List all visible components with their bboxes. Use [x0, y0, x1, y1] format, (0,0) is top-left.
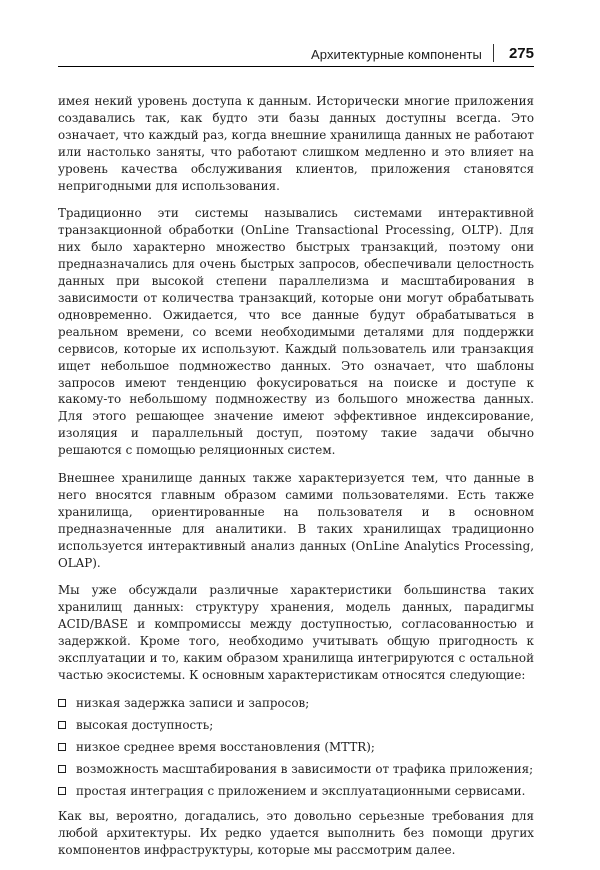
list-item: [58, 761, 534, 778]
list-item-text: высокая доступность;: [76, 717, 214, 732]
characteristics-list: [58, 695, 534, 800]
running-header-title: Архитектурные компоненты: [311, 47, 482, 62]
paragraph-olap: Внешнее хранилище данных также характеризуется тем, что данные в него вносятся главным образом самими пользователями. Есть также хранилища, ориентированные на пользователя и в основном предназначенные для аналитики. В таких хранилищах традиционно используется интерактивный анализ данных (OnLine Analytics Processing, OLAP).: [58, 471, 534, 570]
list-item: [58, 783, 534, 800]
checkbox-bullet-icon: [58, 721, 66, 729]
paragraph-characteristics: Мы уже обсуждали различные характеристики большинства таких хранилищ данных: структуру хранения, модель данных, парадигмы ACID/BASE и компромиссы между доступностью, согласованностью и задержкой. Кроме того, необходимо учитывать общую пригодность к эксплуатации и то, каким образом хранилища интегрируются с остальной частью экосистемы. К основным характеристикам относятся следующие:: [58, 583, 534, 682]
header-rule: [58, 66, 534, 67]
checkbox-bullet-icon: [58, 699, 66, 707]
body-text: [58, 93, 534, 870]
paragraph-closing: Как вы, вероятно, догадались, это довольно серьезные требования для любой архитектуры. Их редко удается выполнить без помощи других компонентов инфраструктуры, которые мы рассмотрим далее.: [58, 809, 534, 858]
running-header: [58, 40, 534, 66]
page-number: 275: [508, 45, 534, 62]
list-item-text: низкая задержка записи и запросов;: [76, 695, 310, 710]
paragraph-oltp: Традиционно эти системы назывались системами интерактивной транзакционной обработки (OnLine Transactional Processing, OLTP). Для них было характерно множество быстрых транзакций, поэтому они предназначались для очень быстрых запросов, обеспечивали целостность данных при высокой степени параллелизма и масштабирования в зависимости от количества транзакций, которые они могут обрабатывать одновременно. Ожидается, что все данные будут обрабатываться в реальном времени, со всеми необходимыми деталями для поддержки сервисов, которые их используют. Каждый пользователь или транзакция ищет небольшое подмножество данных. Это означает, что шаблоны запросов имеют тенденцию фокусироваться на поиске и доступе к какому-то небольшому подмножеству из большого множества данных. Для этого решающее значение имеют эффективное индексирование, изоляция и параллельный доступ, поэтому такие задачи обычно решаются с помощью реляционных систем.: [58, 206, 534, 458]
list-item: [58, 739, 534, 756]
list-item-text: возможность масштабирования в зависимости от трафика приложения;: [76, 761, 534, 776]
checkbox-bullet-icon: [58, 787, 66, 795]
list-item-text: низкое среднее время восстановления (MTTR);: [76, 739, 375, 754]
list-item-text: простая интеграция с приложением и эксплуатационными сервисами.: [76, 783, 526, 798]
paragraph-continuation: имея некий уровень доступа к данным. Исторически многие приложения создавались так, как будто эти базы данных доступны всегда. Это означает, что каждый раз, когда внешние хранилища данных не работают или настолько заняты, что работают слишком медленно и это влияет на уровень качества обслуживания клиентов, приложения становятся непригодными для использования.: [58, 94, 534, 193]
list-item: [58, 695, 534, 712]
header-divider: [493, 44, 494, 62]
list-item: [58, 717, 534, 734]
checkbox-bullet-icon: [58, 765, 66, 773]
checkbox-bullet-icon: [58, 743, 66, 751]
